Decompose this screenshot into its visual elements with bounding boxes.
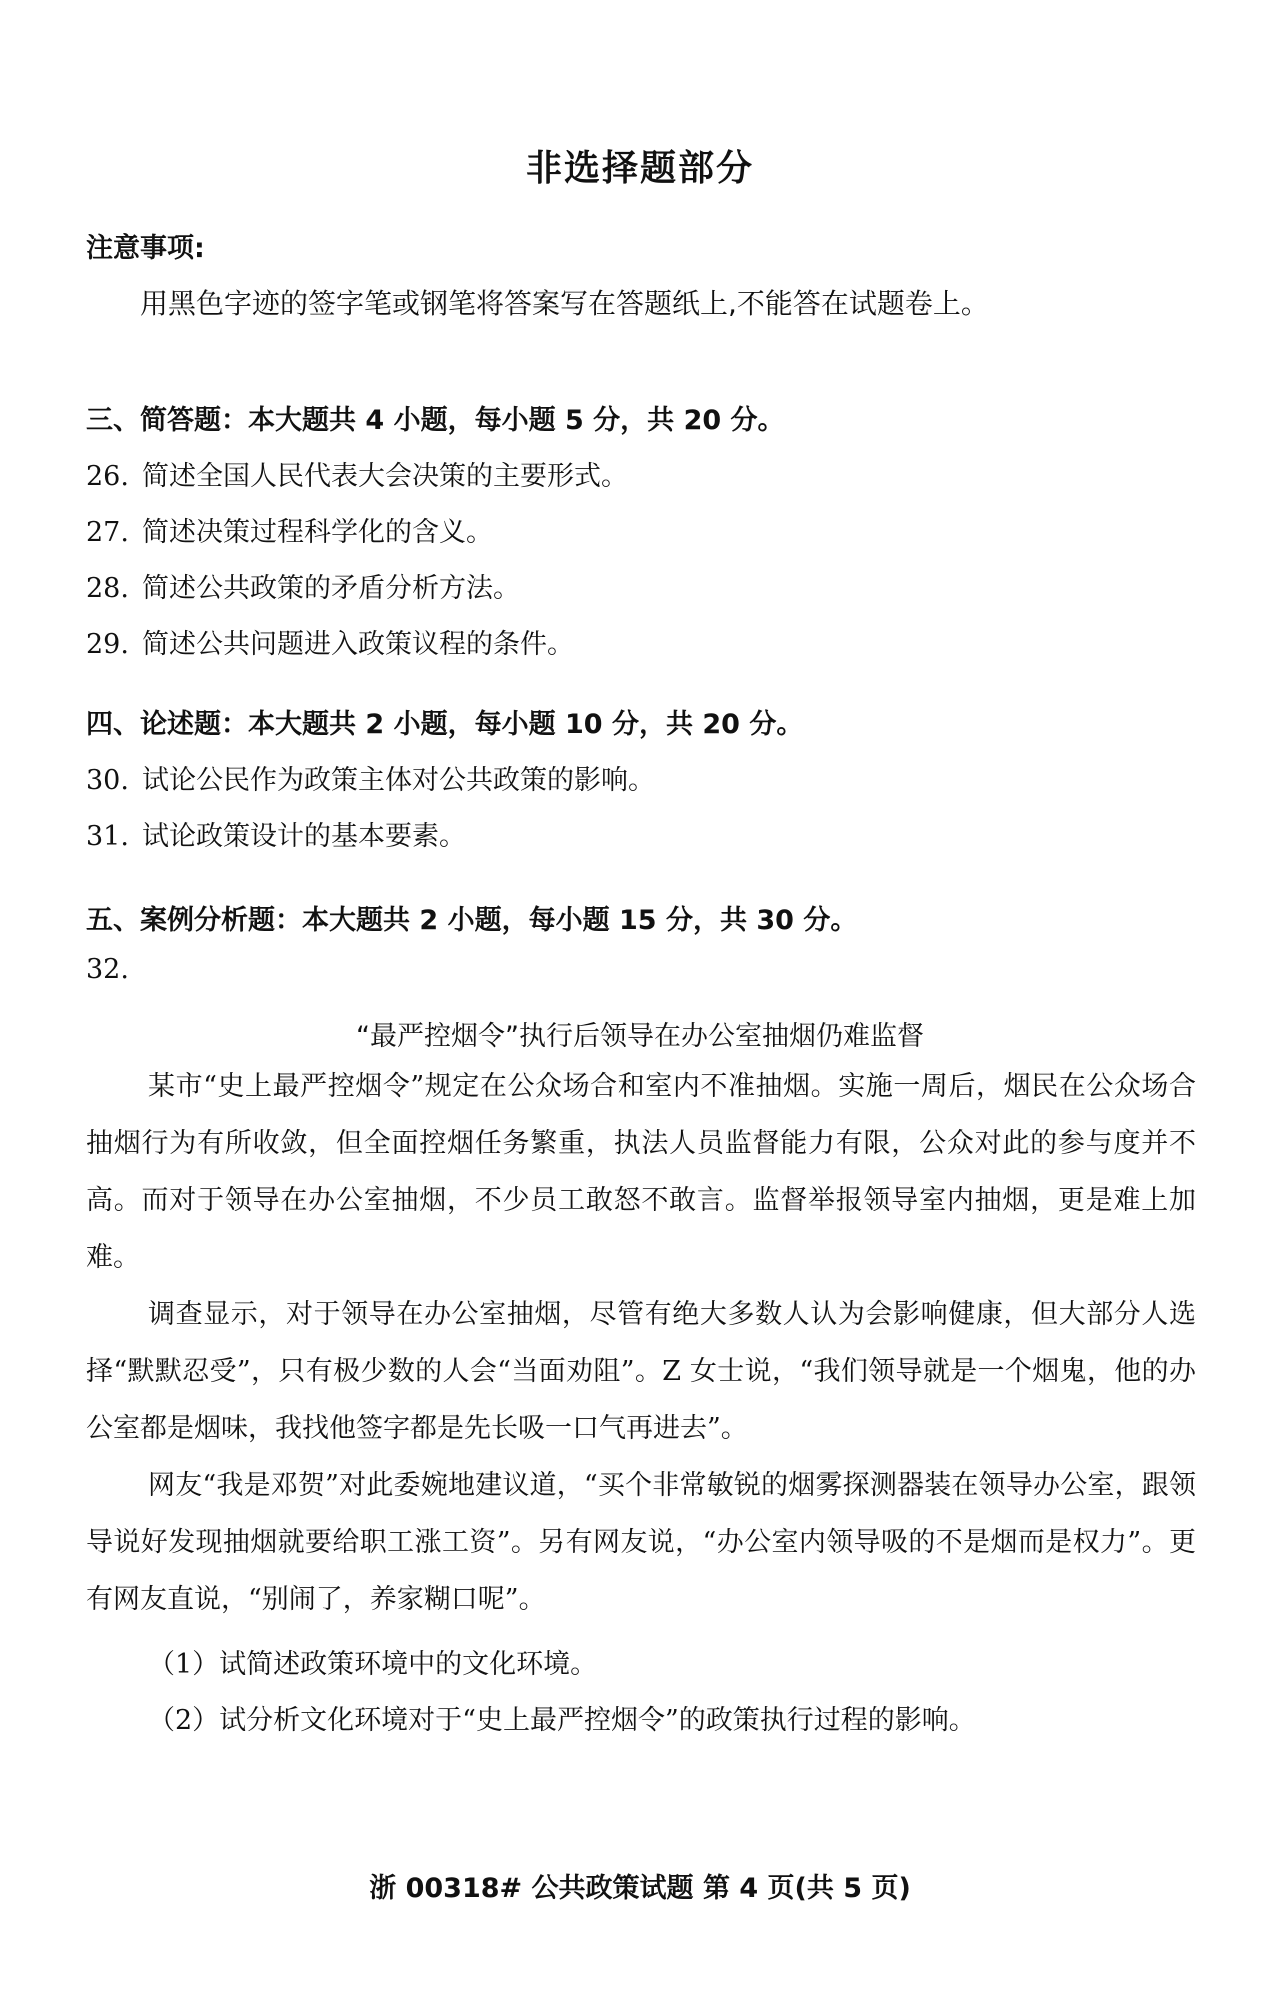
- question-number: 26.: [86, 461, 129, 492]
- question-number: 29.: [86, 629, 129, 660]
- question-item: [86, 814, 466, 853]
- question-item: [86, 622, 574, 661]
- question-text: 简述决策过程科学化的含义。: [142, 517, 493, 548]
- case-paragraph: 调查显示，对于领导在办公室抽烟，尽管有绝大多数人认为会影响健康，但大部分人选择“默默忍受”，只有极少数的人会“当面劝阻”。Z 女士说，“我们领导就是一个烟鬼，他的办公室都是烟味，我找他签字都是先长吸一口气再进去”。: [86, 1299, 1196, 1444]
- question-text: 简述公共政策的矛盾分析方法。: [142, 573, 520, 604]
- case-title: “最严控烟令”执行后领导在办公室抽烟仍难监督: [356, 1021, 924, 1052]
- section4-heading: 四、论述题：本大题共 2 小题，每小题 10 分，共 20 分。: [86, 709, 804, 740]
- question-text: 简述公共问题进入政策议程的条件。: [142, 629, 574, 660]
- section5-heading: 五、案例分析题：本大题共 2 小题，每小题 15 分，共 30 分。: [86, 905, 858, 936]
- question-number: 30.: [86, 765, 129, 796]
- question-item: [86, 758, 655, 797]
- section3-heading: 三、简答题：本大题共 4 小题，每小题 5 分，共 20 分。: [86, 405, 785, 436]
- case-paragraph: 网友“我是邓贺”对此委婉地建议道，“买个非常敏锐的烟雾探测器装在领导办公室，跟领导说好发现抽烟就要给职工涨工资”。另有网友说，“办公室内领导吸的不是烟而是权力”。更有网友直说，“别闹了，养家糊口呢”。: [86, 1470, 1196, 1615]
- question-item: [86, 566, 520, 605]
- question-text: 试论公民作为政策主体对公共政策的影响。: [142, 765, 655, 796]
- question-number-32: 32.: [86, 954, 129, 985]
- question-number: 27.: [86, 517, 129, 548]
- question-item: [86, 454, 628, 493]
- notice-heading: 注意事项:: [86, 233, 205, 264]
- page-title: 非选择题部分: [525, 148, 754, 189]
- case-paragraph: 某市“史上最严控烟令”规定在公众场合和室内不准抽烟。实施一周后，烟民在公众场合抽烟行为有所收敛，但全面控烟任务繁重，执法人员监督能力有限，公众对此的参与度并不高。而对于领导在办公室抽烟，不少员工敢怒不敢言。监督举报领导室内抽烟，更是难上加难。: [86, 1071, 1196, 1273]
- question-number: 31.: [86, 821, 129, 852]
- question-text: 试论政策设计的基本要素。: [142, 821, 466, 852]
- notice-body: 用黑色字迹的签字笔或钢笔将答案写在答题纸上,不能答在试题卷上。: [140, 287, 989, 320]
- question-number: 28.: [86, 573, 129, 604]
- sub-question: （1）试简述政策环境中的文化环境。: [148, 1649, 598, 1680]
- page-footer: 浙 00318# 公共政策试题 第 4 页(共 5 页): [369, 1873, 911, 1904]
- question-item: [86, 510, 493, 549]
- question-text: 简述全国人民代表大会决策的主要形式。: [142, 461, 628, 492]
- sub-question: （2）试分析文化环境对于“史上最严控烟令”的政策执行过程的影响。: [148, 1705, 976, 1736]
